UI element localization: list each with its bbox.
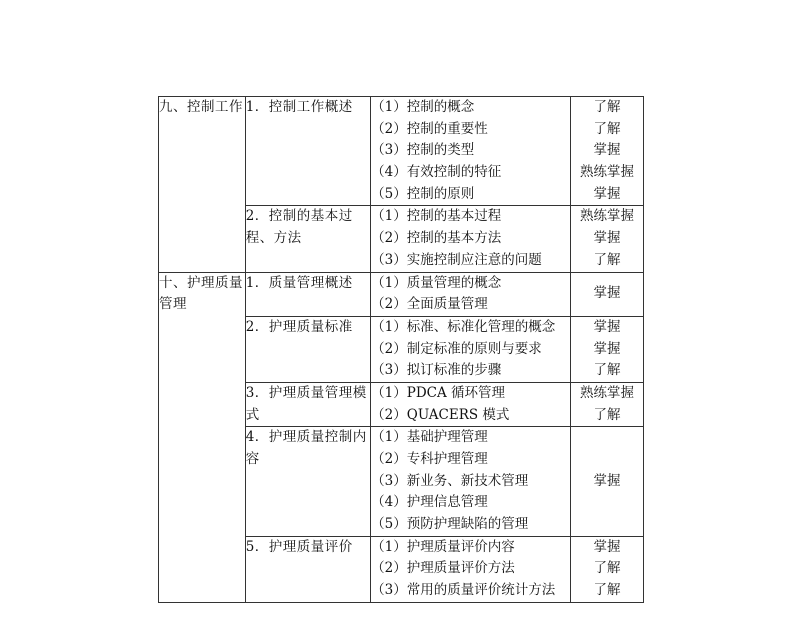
content-item: （3）常用的质量评价统计方法 <box>371 582 556 599</box>
content-item: （1）PDCA 循环管理 <box>371 384 506 401</box>
content-item: （1）控制的概念 <box>371 99 475 115</box>
content-item: （2）全面质量管理 <box>371 296 488 313</box>
content-item: （2）控制的重要性 <box>371 120 488 137</box>
requirement-levels <box>571 382 644 426</box>
requirement-level: 掌握 <box>593 285 621 302</box>
content-item: （1）基础护理管理 <box>371 429 488 446</box>
section-title: 3．护理质量管理模式 <box>245 382 370 426</box>
requirement-levels <box>571 272 644 316</box>
requirement-level: 了解 <box>593 582 621 599</box>
content-item: （1）控制的基本过程 <box>371 208 502 225</box>
content-item: （2）制定标准的原则与要求 <box>371 340 542 357</box>
content-items <box>371 382 571 426</box>
content-item: （2）控制的基本方法 <box>371 230 502 247</box>
syllabus-table-body <box>159 97 644 603</box>
content-items <box>371 272 571 316</box>
section-title: 5．护理质量评价 <box>245 536 370 602</box>
chapter-title: 十、护理质量管理 <box>159 272 246 602</box>
content-items <box>371 206 571 272</box>
content-item: （5）控制的原则 <box>371 185 475 202</box>
content-items <box>371 97 571 206</box>
content-item: （5）预防护理缺陷的管理 <box>371 516 529 533</box>
requirement-levels <box>571 97 644 206</box>
content-items <box>371 316 571 382</box>
section-title: 2．控制的基本过程、方法 <box>245 206 370 272</box>
requirement-level: 了解 <box>593 99 621 115</box>
requirement-level: 了解 <box>593 362 621 379</box>
requirement-level: 了解 <box>593 560 621 577</box>
requirement-levels <box>571 206 644 272</box>
content-item: （3）拟订标准的步骤 <box>371 362 502 379</box>
content-item: （3）新业务、新技术管理 <box>371 472 529 489</box>
content-item: （2）QUACERS 模式 <box>371 406 510 423</box>
content-items <box>371 427 571 536</box>
requirement-levels <box>571 427 644 536</box>
content-items <box>371 536 571 602</box>
content-item: （1）护理质量评价内容 <box>371 538 515 555</box>
requirement-levels <box>571 536 644 602</box>
syllabus-table <box>158 96 644 603</box>
content-item: （2）专科护理管理 <box>371 451 488 468</box>
content-item: （1）质量管理的概念 <box>371 274 502 291</box>
requirement-level: 掌握 <box>593 538 621 555</box>
section-title: 4．护理质量控制内容 <box>245 427 370 536</box>
section-title: 2．护理质量标准 <box>245 316 370 382</box>
requirement-levels <box>571 316 644 382</box>
requirement-level: 掌握 <box>593 185 621 202</box>
content-item: （3）控制的类型 <box>371 142 475 159</box>
requirement-level: 掌握 <box>593 318 621 335</box>
content-item: （3）实施控制应注意的问题 <box>371 251 542 268</box>
requirement-level: 掌握 <box>593 472 621 489</box>
table-row <box>159 97 644 206</box>
requirement-level: 掌握 <box>593 340 621 357</box>
requirement-level: 掌握 <box>593 230 621 247</box>
table-row <box>159 272 644 316</box>
content-item: （4）有效控制的特征 <box>371 164 502 181</box>
content-item: （1）标准、标准化管理的概念 <box>371 318 556 335</box>
requirement-level: 熟练掌握 <box>580 164 635 181</box>
requirement-level: 掌握 <box>593 142 621 159</box>
content-item: （2）护理质量评价方法 <box>371 560 515 577</box>
section-title: 1．质量管理概述 <box>245 272 370 316</box>
requirement-level: 熟练掌握 <box>580 208 635 225</box>
requirement-level: 了解 <box>593 251 621 268</box>
requirement-level: 了解 <box>593 120 621 137</box>
chapter-title: 九、控制工作 <box>159 97 246 273</box>
requirement-level: 熟练掌握 <box>580 384 635 401</box>
requirement-level: 了解 <box>593 406 621 423</box>
section-title: 1．控制工作概述 <box>245 97 370 206</box>
content-item: （4）护理信息管理 <box>371 494 488 511</box>
